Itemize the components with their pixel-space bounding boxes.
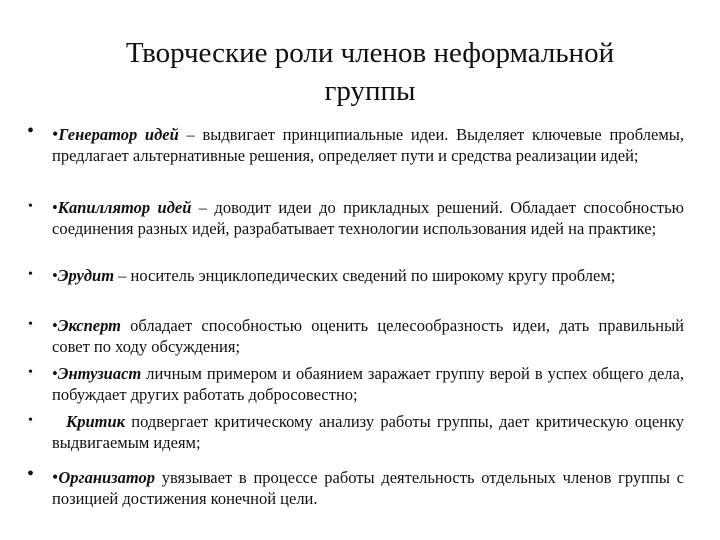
role-term: Организатор	[58, 468, 155, 487]
role-term: Энтузиаст	[57, 364, 142, 383]
title-line-1: Творческие роли членов неформальной	[125, 37, 615, 69]
list-item-text	[52, 197, 684, 239]
bullet-icon: •	[28, 413, 33, 428]
inner-dot-icon: •	[52, 467, 59, 487]
role-term: Критик	[66, 412, 125, 431]
role-description: – носитель энциклопедических сведений по широкому кругу проблем;	[114, 266, 616, 285]
list-item-text	[52, 467, 684, 509]
inner-dot-icon: •	[52, 124, 59, 144]
role-description: личным примером и обаянием заражает группу верой в успех общего дела, побуждает других работать добросовестно;	[52, 364, 684, 404]
role-description: – доводит идеи до прикладных решений. Обладает способностью соединения разных идей, разрабатывает технологии использования идей на практике;	[52, 198, 684, 238]
bullet-icon: •	[28, 267, 33, 282]
inner-dot-icon: •	[52, 316, 58, 335]
bullet-icon: •	[27, 120, 35, 142]
list-item-text	[52, 363, 684, 405]
role-description: обладает способностью оценить целесообразность идеи, дать правильный совет по ходу обсуждения;	[52, 316, 684, 356]
bullet-icon: •	[28, 199, 33, 214]
bullet-icon: •	[27, 463, 35, 485]
role-description: подвергает критическому анализу работы группы, дает критическую оценку выдвигаемым идеям;	[52, 412, 684, 452]
list-item-text	[52, 315, 684, 357]
role-description: увязывает в процессе работы деятельность отдельных членов группы с позицией достижения конечной цели.	[52, 468, 684, 508]
role-term: Эксперт	[57, 316, 121, 335]
inner-dot-icon: •	[52, 266, 58, 285]
title-line-2: группы	[324, 75, 416, 107]
list-item-text	[52, 411, 684, 453]
inner-dot-icon: •	[52, 198, 58, 217]
bullet-icon: •	[28, 365, 33, 380]
role-term: Капиллятор идей	[57, 198, 192, 217]
list-item-text	[52, 124, 684, 166]
role-term: Генератор идей	[58, 125, 179, 144]
slide-title	[60, 34, 680, 110]
role-term: Эрудит	[57, 266, 115, 285]
role-description: – выдвигает принципиальные идеи. Выделяет ключевые проблемы, предлагает альтернативные решения, определяет пути и средства реализации идей;	[52, 125, 684, 165]
list-item-text	[52, 265, 684, 286]
bullet-icon: •	[28, 317, 33, 332]
inner-dot-icon: •	[52, 364, 58, 383]
